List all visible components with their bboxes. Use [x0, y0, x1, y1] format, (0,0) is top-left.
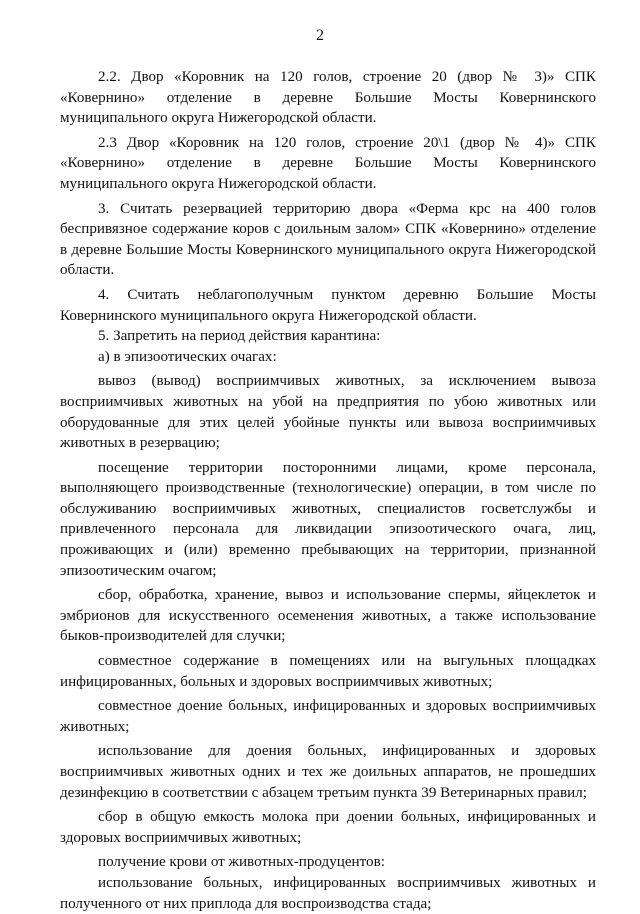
paragraph-5a: а) в эпизоотических очагах: [98, 348, 277, 365]
paragraph-5: 5. Запретить на период действия карантина: [98, 328, 381, 345]
list-item-joint-keeping: совместное содержание в помещениях или на выгульных площадках инфицированных, больных и здоровых восприимчивых животных; [60, 653, 596, 690]
list-item-visits: посещение территории посторонними лицами, кроме персонала, выполняющего производственные (технологические) операции, в том числе по обслуживанию восприимчивых животных, специалистов госветслужбы и привлеченного персонала для ликвидации эпизоотического очага, лиц, проживающих и (или) временно пребывающих на территории, признанной эпизоотическим очагом; [60, 459, 596, 579]
list-item-milking-machines: использование для доения больных, инфицированных и здоровых восприимчивых животных одних и тех же доильных аппаратов, не прошедших дезинфекцию в соответствии с абзацем третьим пункта 39 Ветеринарных правил; [60, 743, 596, 801]
page-number: 2 [316, 27, 324, 44]
list-item-breeding: использование больных, инфицированных восприимчивых животных и полученного от них приплода для воспроизводства стада; [60, 874, 596, 912]
list-item-blood: получение крови от животных-продуцентов: [98, 854, 385, 871]
document-body [60, 67, 596, 914]
list-item-milk-collection: сбор в общую емкость молока при доении больных, инфицированных и здоровых восприимчивых животных; [60, 809, 596, 846]
paragraph-2-2: 2.2. Двор «Коровник на 120 голов, строение 20 (двор № 3)» СПК «Ковернино» отделение в деревне Большие Мосты Ковернинского муниципального округа Нижегородской области. [60, 69, 596, 127]
paragraph-3: 3. Считать резервацией территорию двора «Ферма крс на 400 голов беспривязное содержание коров с доильным залом» СПК «Ковернино» отделение в деревне Большие Мосты Ковернинского муниципального округа Нижегородской области. [60, 200, 596, 279]
list-item-semen: сбор, обработка, хранение, вывоз и использование спермы, яйцеклеток и эмбрионов для искусственного осеменения животных, а также использование быков-производителей для случки; [60, 587, 596, 645]
paragraph-2-3: 2.3 Двор «Коровник на 120 голов, строение 20\1 (двор № 4)» СПК «Ковернино» отделение в деревне Большие Мосты Ковернинского муниципального округа Нижегородской области. [60, 134, 596, 192]
list-item-removal: вывоз (вывод) восприимчивых животных, за исключением вывоза восприимчивых животных на убой на предприятия по убою животных или оборудованные для этих целей убойные пункты или вывоза восприимчивых животных в резервацию; [60, 373, 596, 452]
paragraph-4: 4. Считать неблагополучным пунктом деревню Большие Мосты Ковернинского муниципального округа Нижегородской области. [60, 286, 596, 324]
list-item-joint-milking: совместное доение больных, инфицированных и здоровых восприимчивых животных; [60, 698, 596, 735]
